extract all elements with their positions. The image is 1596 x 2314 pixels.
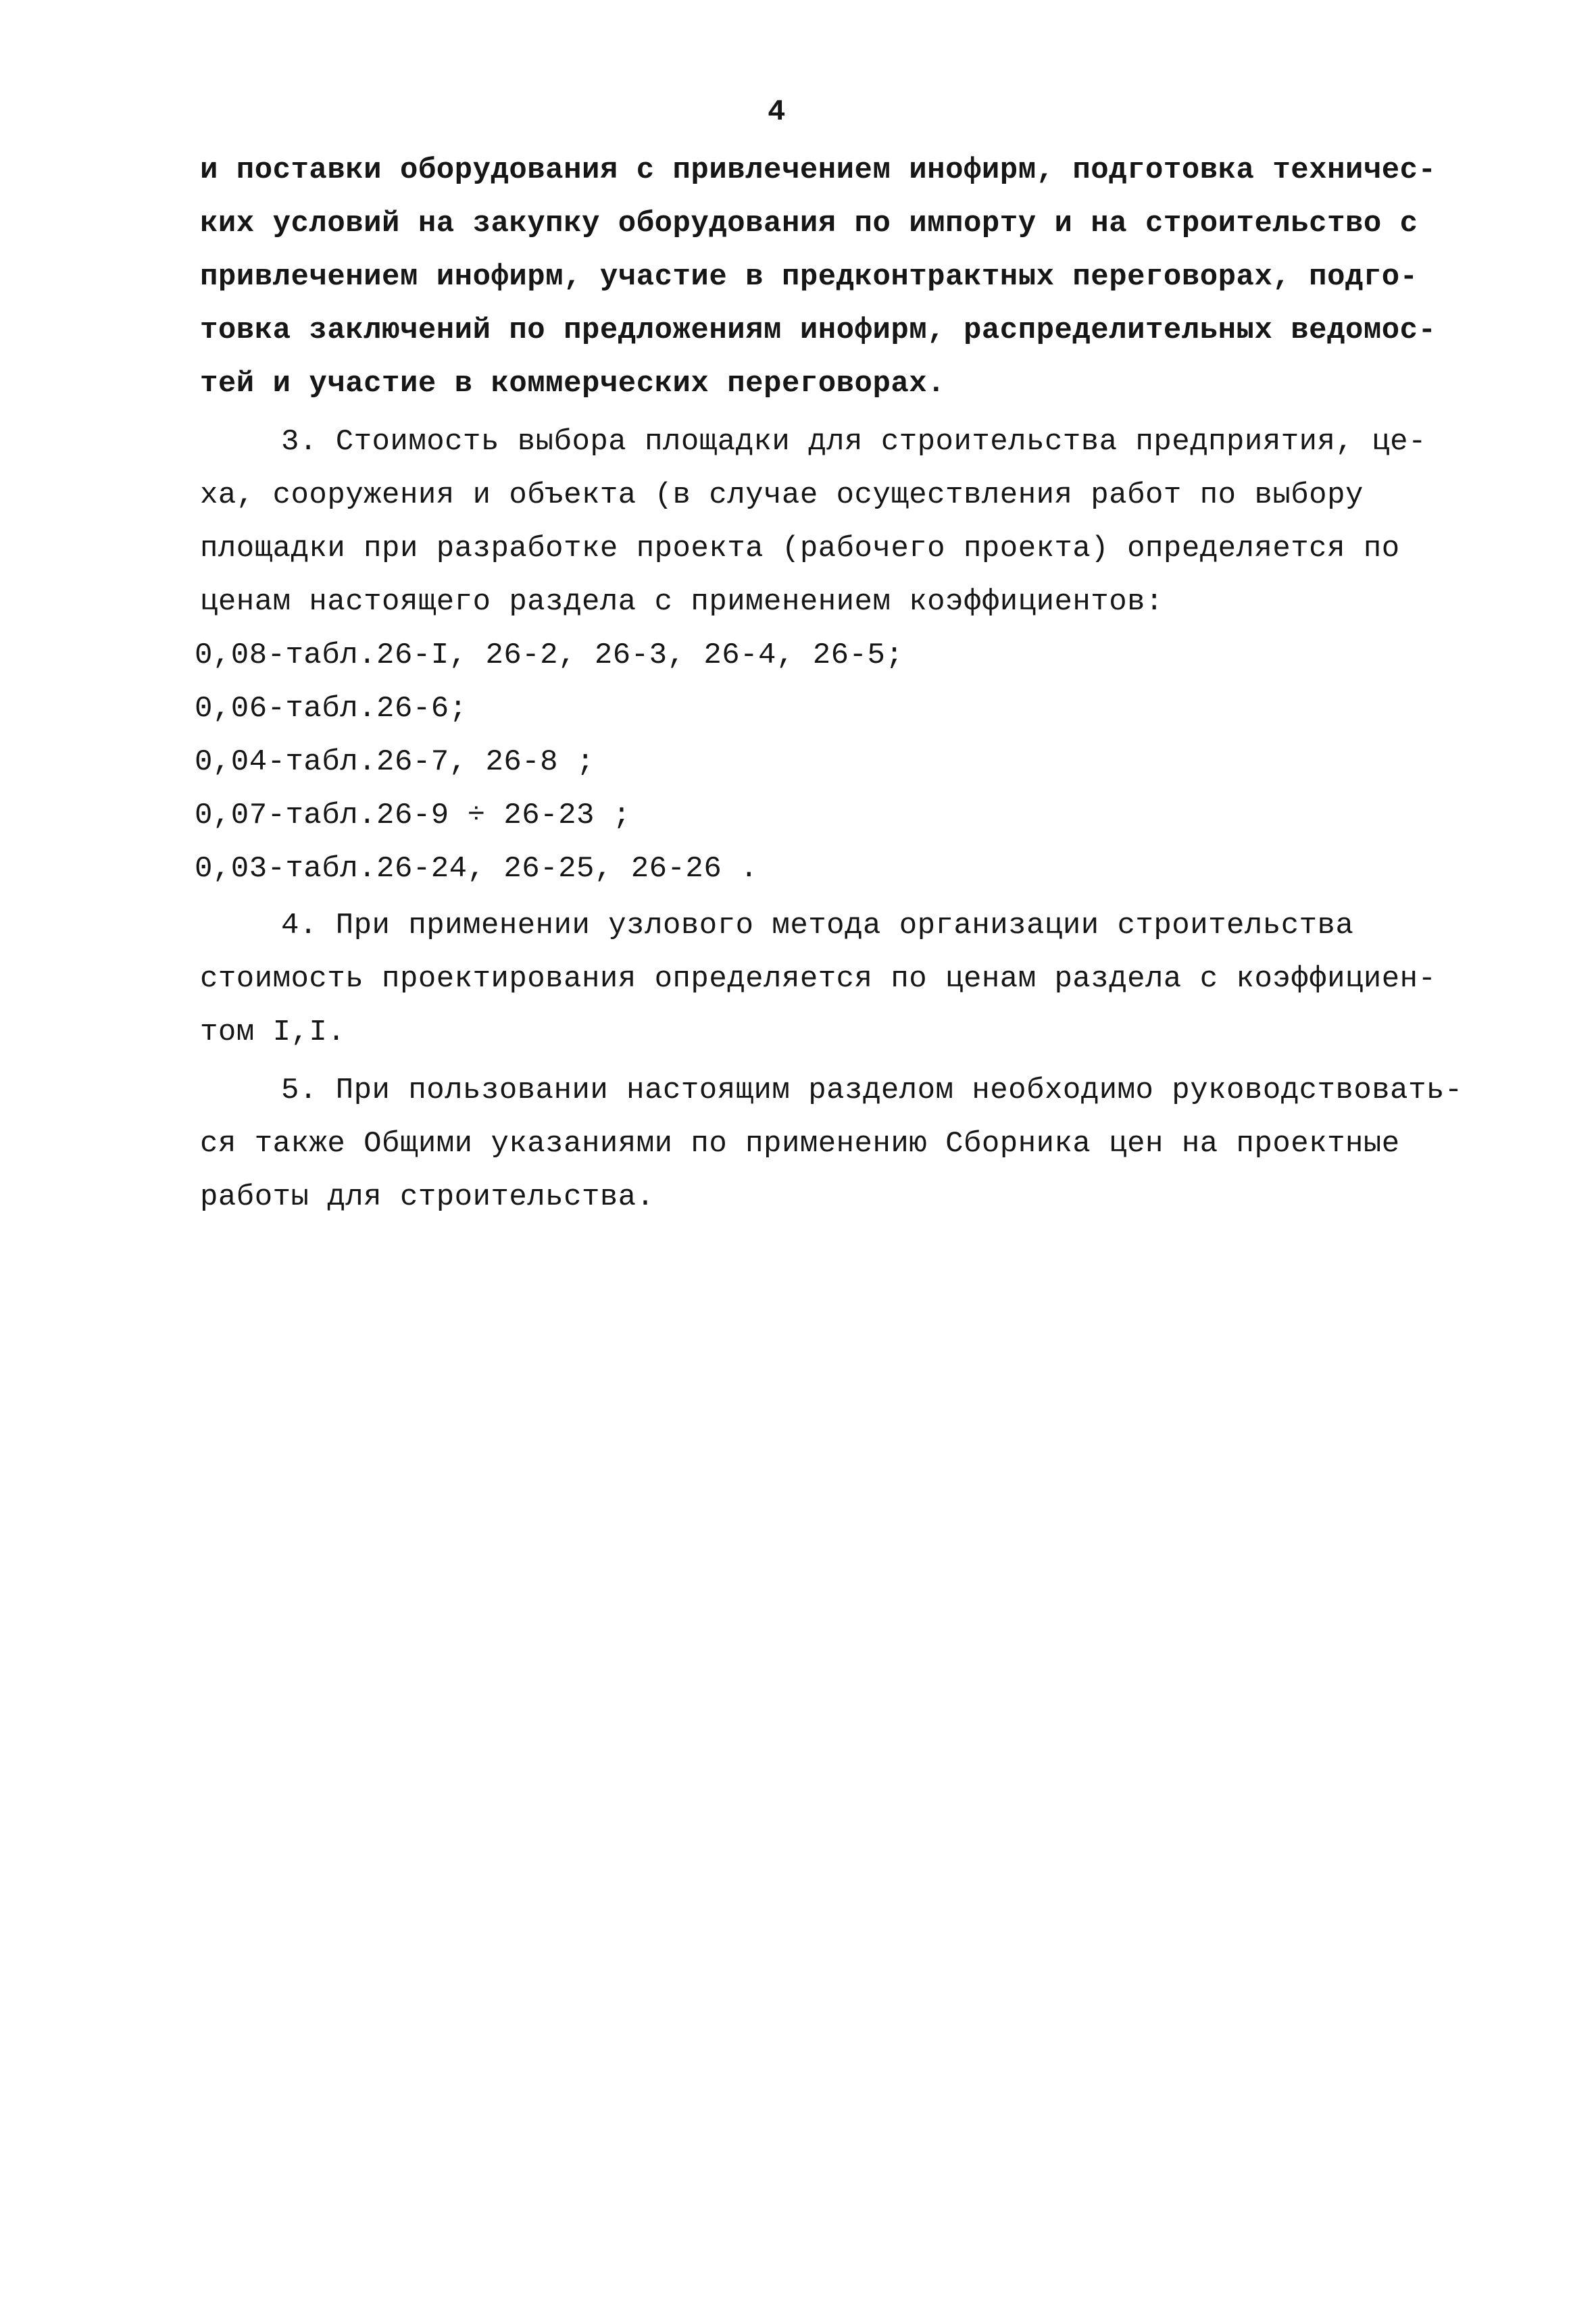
coefficient-item: 0,06-табл.26-6; xyxy=(195,692,468,726)
coefficient-item: 0,03-табл.26-24, 26-25, 26-26 . xyxy=(195,852,759,886)
text-line: и поставки оборудования с привлечением инофирм, подготовка техничес- xyxy=(200,153,1437,187)
page-number: 4 xyxy=(768,95,786,129)
text-line: ся также Общими указаниями по применению Сборника цен на проектные xyxy=(200,1127,1400,1161)
text-line: тей и участие в коммерческих переговорах. xyxy=(200,367,946,401)
text-line: стоимость проектирования определяется по ценам раздела с коэффициен- xyxy=(200,962,1437,996)
text-line: площадки при разработке проекта (рабочего проекта) определяется по xyxy=(200,532,1400,565)
text-line: 4. При применении узлового метода организации строительства xyxy=(281,909,1354,942)
text-line: ких условий на закупку оборудования по импорту и на строительство с xyxy=(200,207,1418,241)
coefficient-item: 0,07-табл.26-9 ÷ 26-23 ; xyxy=(195,799,631,832)
coefficient-item: 0,04-табл.26-7, 26-8 ; xyxy=(195,745,595,779)
text-line: привлечением инофирм, участие в предконтрактных переговорах, подго- xyxy=(200,260,1418,294)
text-line: 5. При пользовании настоящим разделом необходимо руководствовать- xyxy=(281,1074,1463,1107)
coefficient-item: 0,08-табл.26-I, 26-2, 26-3, 26-4, 26-5; xyxy=(195,638,904,672)
text-line: товка заключений по предложениям инофирм, распределительных ведомос- xyxy=(200,313,1437,347)
text-line: ха, сооружения и объекта (в случае осуществления работ по выбору xyxy=(200,478,1364,512)
text-line: ценам настоящего раздела с применением коэффициентов: xyxy=(200,585,1164,619)
text-line: 3. Стоимость выбора площадки для строительства предприятия, це- xyxy=(281,425,1426,459)
text-line: том I,I. xyxy=(200,1015,346,1049)
text-line: работы для строительства. xyxy=(200,1180,655,1214)
